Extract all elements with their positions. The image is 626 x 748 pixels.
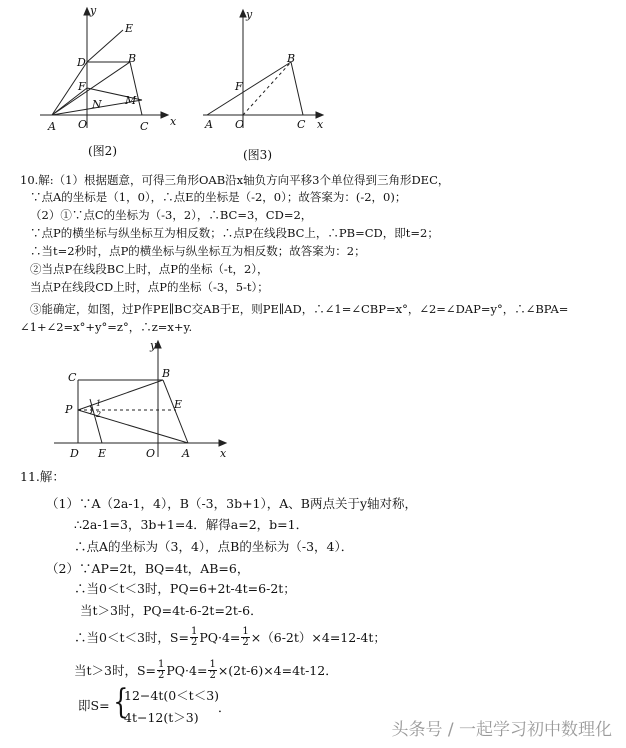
q11-s-line-2	[74, 660, 338, 681]
fig2-caption: (图2)	[88, 144, 117, 158]
fig3-label-y: y	[246, 8, 253, 21]
figure-2	[30, 0, 180, 140]
fig4-label-O: O	[146, 447, 156, 460]
q10-line-7: 当点P在线段CD上时，点P的坐标（-3，5-t）；	[30, 280, 269, 294]
q10-line-4: ∵点P的横坐标与纵坐标互为相反数；∴点P在线段BC上，∴PB=CD，即t=2；	[30, 226, 439, 240]
fig2-label-O: O	[78, 118, 88, 131]
fig2-label-x: x	[170, 115, 177, 128]
fig2-label-M: M	[125, 94, 137, 107]
fig4-label-E-bottom: E	[98, 447, 107, 460]
q11-line-3: ∴点A的坐标为（3，4），点B的坐标为（-3，4）．	[74, 539, 354, 554]
fig2-label-C: C	[140, 120, 149, 133]
fig3-label-A: A	[205, 118, 213, 131]
fig4-label-A: A	[182, 447, 190, 460]
figure-3	[195, 0, 335, 140]
fig2-label-N: N	[92, 98, 102, 111]
q11-line-4: （2）∵AP=2t，BQ=4t，AB=6，	[46, 561, 250, 576]
piecewise-case-2: 4t−12(t＞3)	[124, 710, 199, 725]
piecewise-case-1: 12−4t(0＜t＜3)	[124, 688, 220, 703]
fig4-label-y: y	[150, 339, 157, 352]
fig2-label-B: B	[128, 52, 137, 65]
q10-line-3: （2）①∵点C的坐标为（-3，2），∴BC=3，CD=2，	[30, 208, 313, 222]
s2-middle: PQ·4=	[166, 662, 208, 678]
figure-4	[50, 335, 240, 465]
s2-frac-a	[157, 660, 165, 681]
q11-s-line-1	[74, 627, 386, 648]
s2-prefix: 当t＞3时，S=	[74, 662, 157, 678]
fig3-label-C: C	[297, 118, 306, 131]
fig4-angle-1: 1	[96, 399, 102, 408]
fig4-label-x: x	[220, 447, 227, 460]
q11-title: 11.解：	[20, 469, 65, 484]
fig3-caption: (图3)	[243, 148, 272, 162]
fig4-label-D: D	[70, 447, 79, 460]
q10-line-9: ∠1+∠2=x°+y°=z°，∴z=x+y.	[20, 320, 193, 334]
s1-suffix: ×（6-2t）×4=12-4t；	[250, 629, 386, 645]
fig4-label-B: B	[162, 367, 171, 380]
fig4-label-P: P	[65, 403, 73, 416]
frac-denominator: 2	[190, 637, 198, 648]
s2-suffix: ×(2t-6)×4=4t-12．	[217, 662, 338, 678]
frac-denominator: 2	[158, 670, 165, 681]
q10-line-5: ∴当t=2秒时，点P的横坐标与纵坐标互为相反数；故答案为：2；	[30, 244, 366, 258]
fig2-label-D: D	[77, 56, 86, 69]
s1-frac-b	[241, 627, 249, 648]
fig3-label-F: F	[235, 80, 243, 93]
fig4-label-C: C	[68, 371, 77, 384]
fig4-label-E: E	[174, 398, 183, 411]
q10-line-2: ∵点A的坐标是（1，0），∴点E的坐标是（-2，0）；故答案为：(-2，0)；	[30, 190, 407, 204]
frac-numerator: 1	[242, 626, 249, 637]
q11-line-6: 当t＞3时，PQ=4t-6-2t=2t-6．	[80, 603, 263, 618]
q10-line-6: ②当点P在线段BC上时，点P的坐标（-t，2），	[30, 262, 269, 276]
q11-line-5: ∴当0＜t＜3时，PQ=6+2t-4t=6-2t；	[74, 581, 296, 596]
fig3-label-B: B	[287, 52, 296, 65]
frac-numerator: 1	[190, 626, 198, 637]
q11-line-2: ∴2a-1=3，3b+1=4．解得a=2，b=1．	[74, 517, 309, 532]
fig2-label-F: F	[78, 80, 86, 93]
fig2-label-y: y	[90, 4, 97, 17]
fig3-label-O: O	[235, 118, 245, 131]
fig2-label-A: A	[48, 120, 56, 133]
fig2-label-E: E	[125, 22, 134, 35]
fig4-angle-2: 2	[96, 410, 102, 419]
q10-line-8: ③能确定，如图，过P作PE∥BC交AB于E，则PE∥AD，∴∠1=∠CBP=x°，∠2=∠DAP=y°，∴∠BPA=	[30, 302, 569, 316]
q11-line-1: （1）∵A（2a-1，4），B（-3，3b+1），A、B两点关于y轴对称，	[46, 496, 418, 511]
frac-denominator: 2	[242, 637, 249, 648]
s1-frac-a	[190, 627, 198, 648]
q10-line-1: 10.解:（1）根据题意，可得三角形OAB沿x轴负方向平移3个单位得到三角形DEC，	[20, 173, 450, 187]
piecewise-brace: {	[113, 682, 129, 722]
frac-numerator: 1	[158, 659, 165, 670]
frac-denominator: 2	[209, 670, 216, 681]
watermark: 头条号 / 一起学习初中数理化	[391, 720, 612, 740]
fig3-label-x: x	[317, 118, 324, 131]
piecewise-end: ．	[218, 700, 231, 715]
s2-frac-b	[208, 660, 216, 681]
s1-middle: PQ·4=	[199, 629, 241, 645]
piecewise-prefix: 即S=	[78, 698, 110, 713]
frac-numerator: 1	[209, 659, 216, 670]
s1-prefix: ∴当0＜t＜3时，S=	[74, 629, 189, 645]
